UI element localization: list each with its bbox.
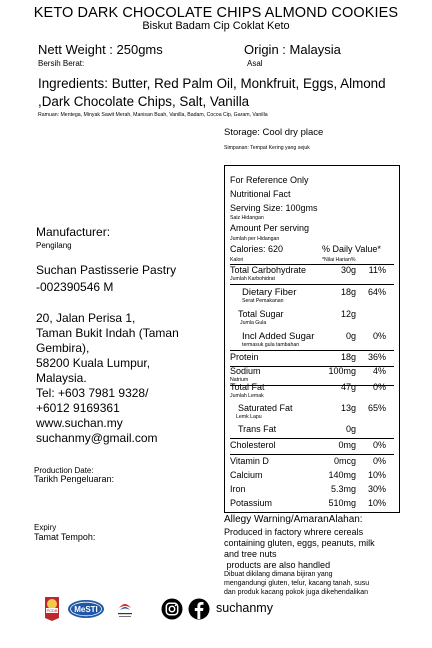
nutrient-amount: 0mg bbox=[338, 440, 356, 450]
nutrient-row bbox=[230, 424, 394, 436]
allergy-line: and tree nuts bbox=[224, 549, 277, 559]
nutrient-row bbox=[230, 440, 394, 452]
product-title: KETO DARK CHOCOLATE CHIPS ALMOND COOKIES bbox=[33, 5, 399, 21]
nutrient-daily-value: 11% bbox=[368, 265, 386, 275]
nutrient-name-ms: Jumlah Lemak bbox=[230, 393, 264, 399]
nutrient-row bbox=[230, 287, 394, 304]
nutrient-name: Trans Fat bbox=[238, 424, 277, 434]
production-date-label: Production Date: bbox=[34, 466, 94, 475]
nutrient-name: Calcium bbox=[230, 470, 263, 480]
address-line: Malaysia. bbox=[36, 371, 87, 385]
nutrient-name-ms: Lemk Lapu bbox=[236, 414, 262, 420]
nutrient-name: Protein bbox=[230, 352, 259, 362]
daily-value-header: % Daily Value* bbox=[322, 244, 381, 254]
divider bbox=[230, 438, 394, 439]
nutrient-daily-value: 0% bbox=[372, 440, 386, 450]
allergy-title: Allegy Warning/AmaranAlahan: bbox=[224, 514, 363, 525]
nutrient-daily-value: 64% bbox=[367, 287, 386, 297]
allergy-line: containing gluten, eggs, peanuts, milk bbox=[224, 538, 375, 548]
nutrient-daily-value: 4% bbox=[372, 366, 386, 376]
nutrient-daily-value: 36% bbox=[367, 352, 386, 362]
nutrient-amount: 18g bbox=[340, 287, 356, 297]
nutrient-amount: 18g bbox=[340, 352, 356, 362]
nutrient-name-ms: termasuk gula tambahan bbox=[242, 342, 300, 348]
social-handle[interactable]: suchanmy bbox=[216, 601, 273, 615]
nutrient-row bbox=[230, 352, 394, 364]
nutrient-name: Total Sugar bbox=[238, 309, 284, 319]
ingredients-line-1: Ingredients: Butter, Red Palm Oil, Monkfruit, Eggs, Almond bbox=[38, 76, 386, 91]
nutrient-row bbox=[230, 265, 394, 282]
nutrient-daily-value: 10% bbox=[367, 498, 386, 508]
nutrient-name: Cholesterol bbox=[230, 440, 276, 450]
nutrient-name: Potassium bbox=[230, 498, 273, 508]
address-line: 20, Jalan Perisa 1, bbox=[36, 311, 136, 325]
origin-ms: Asal bbox=[247, 59, 263, 68]
nutrient-name: Sodium bbox=[230, 366, 261, 376]
nutrient-amount: 510mg bbox=[328, 498, 356, 508]
manufacturer-reg: -002390546 M bbox=[36, 280, 114, 294]
nutrient-name: Saturated Fat bbox=[238, 403, 293, 413]
nutrient-amount: 140mg bbox=[328, 470, 356, 480]
nutrition-title: Nutritional Fact bbox=[230, 189, 291, 199]
ingredients-line-2: ,Dark Chocolate Chips, Salt, Vanilla bbox=[38, 94, 250, 109]
nutrient-amount: 0g bbox=[345, 331, 356, 341]
nett-weight-ms: Bersih Berat: bbox=[38, 59, 85, 68]
nutrient-daily-value: 0% bbox=[372, 331, 386, 341]
daily-value-ms: *Nilai Harian% bbox=[322, 257, 356, 263]
nutrient-amount: 47g bbox=[340, 382, 356, 392]
nutrient-row bbox=[230, 331, 394, 348]
divider bbox=[230, 454, 394, 455]
telephone-1: Tel: +603 7981 9328/ bbox=[36, 386, 149, 400]
storage-ms: Simpanan: Tempat Kering yang sejuk bbox=[224, 145, 310, 151]
nutrient-row bbox=[230, 382, 394, 399]
nutrition-facts-panel bbox=[224, 165, 400, 513]
email[interactable]: suchanmy@gmail.com bbox=[36, 431, 158, 445]
nutrient-amount: 12g bbox=[340, 309, 356, 319]
mesti-logo bbox=[67, 599, 105, 619]
reference-note: For Reference Only bbox=[230, 175, 309, 185]
nutrient-row bbox=[230, 366, 394, 383]
nutrient-row bbox=[230, 498, 394, 510]
nutrient-name: Incl Added Sugar bbox=[242, 331, 315, 342]
nutrient-row bbox=[230, 470, 394, 482]
nutrient-name-ms: Jumla Gula bbox=[240, 320, 267, 326]
allergy-line: products are also handled bbox=[224, 560, 331, 570]
allergy-ms-line: dan produk kacang pokok juga dikehendalikan bbox=[224, 589, 368, 596]
nutrient-name-ms: Natrium bbox=[230, 377, 249, 383]
product-subtitle: Biskut Badam Cip Coklat Keto bbox=[142, 20, 290, 32]
expiry-label-ms: Tamat Tempoh: bbox=[34, 532, 96, 542]
telephone-2: +6012 9169361 bbox=[36, 401, 120, 415]
nutrient-name-ms: Serat Pemakanan bbox=[242, 298, 284, 304]
pcdb-logo-text: PCDB bbox=[46, 608, 58, 613]
nutrient-name: Total Carbohydrate bbox=[230, 265, 307, 275]
address-line: Taman Bukit Indah (Taman bbox=[36, 326, 179, 340]
nutrient-name: Vitamin D bbox=[230, 456, 269, 466]
nutrient-name: Iron bbox=[230, 484, 246, 494]
address-line: Gembira), bbox=[36, 341, 90, 355]
nutrient-daily-value: 10% bbox=[367, 470, 386, 480]
nutrient-amount: 100mg bbox=[328, 366, 356, 376]
origin: Origin : Malaysia bbox=[244, 42, 341, 57]
nutrient-amount: 0mcg bbox=[333, 456, 356, 466]
nutrient-daily-value: 0% bbox=[372, 382, 386, 392]
nutrient-amount: 5.3mg bbox=[330, 484, 356, 494]
manufacturer-label: Manufacturer: bbox=[36, 225, 111, 239]
nutrient-daily-value: 30% bbox=[367, 484, 386, 494]
serving-size-ms: Saiz Hidangan bbox=[230, 215, 264, 221]
manufacturer-name: Suchan Pastisserie Pastry bbox=[36, 263, 177, 277]
nutrient-daily-value: 0% bbox=[372, 456, 386, 466]
divider bbox=[230, 350, 394, 351]
ministry-logo bbox=[114, 598, 136, 622]
allergy-line: Produced in factory whrere cereals bbox=[224, 527, 364, 537]
facebook-icon[interactable] bbox=[188, 598, 210, 620]
allergy-ms-line: mengandungi gluten, telur, kacang tanah, susu bbox=[224, 580, 370, 587]
nutrient-amount: 0g bbox=[345, 424, 356, 434]
calories-ms: Kalori bbox=[230, 257, 244, 263]
amount-per-serving: Amount Per serving bbox=[230, 223, 310, 233]
manufacturer-label-ms: Pengilang bbox=[36, 241, 72, 250]
nutrient-name: Total Fat bbox=[230, 382, 265, 392]
nutrient-daily-value: 65% bbox=[367, 403, 386, 413]
storage: Storage: Cool dry place bbox=[224, 127, 324, 138]
nutrient-row bbox=[230, 456, 394, 468]
nutrient-amount: 30g bbox=[340, 265, 356, 275]
pcdb-logo bbox=[41, 594, 63, 622]
amount-per-serving-ms: Jumlah per Hidangan bbox=[230, 236, 280, 242]
mesti-logo-text: MeSTI bbox=[74, 605, 98, 614]
nutrient-row bbox=[230, 309, 394, 326]
nutrient-row bbox=[230, 484, 394, 496]
serving-size: Serving Size: 100gms bbox=[230, 203, 318, 213]
nutrient-name-ms: Jumlah Karbohidrat bbox=[230, 276, 275, 282]
instagram-icon[interactable] bbox=[161, 598, 183, 620]
ingredients-ms: Ramuan: Mentega, Minyak Sawit Merah, Manisan Buah, Vanilla, Badam, Cocoa Cip, Garam, Vanilla bbox=[38, 112, 268, 118]
nett-weight: Nett Weight : 250gms bbox=[38, 42, 163, 57]
address-line: 58200 Kuala Lumpur, bbox=[36, 356, 151, 370]
website[interactable]: www.suchan.my bbox=[36, 416, 123, 430]
calories: Calories: 620 bbox=[230, 244, 284, 254]
production-date-label-ms: Tarikh Pengeluaran: bbox=[34, 474, 115, 484]
divider bbox=[230, 284, 394, 285]
nutrient-row bbox=[230, 403, 394, 420]
expiry-label: Expiry bbox=[34, 523, 57, 532]
allergy-ms-line: Dibuat dikilang dimana bijiran yang bbox=[224, 571, 333, 578]
nutrient-name: Dietary Fiber bbox=[242, 287, 297, 298]
nutrient-amount: 13g bbox=[340, 403, 356, 413]
